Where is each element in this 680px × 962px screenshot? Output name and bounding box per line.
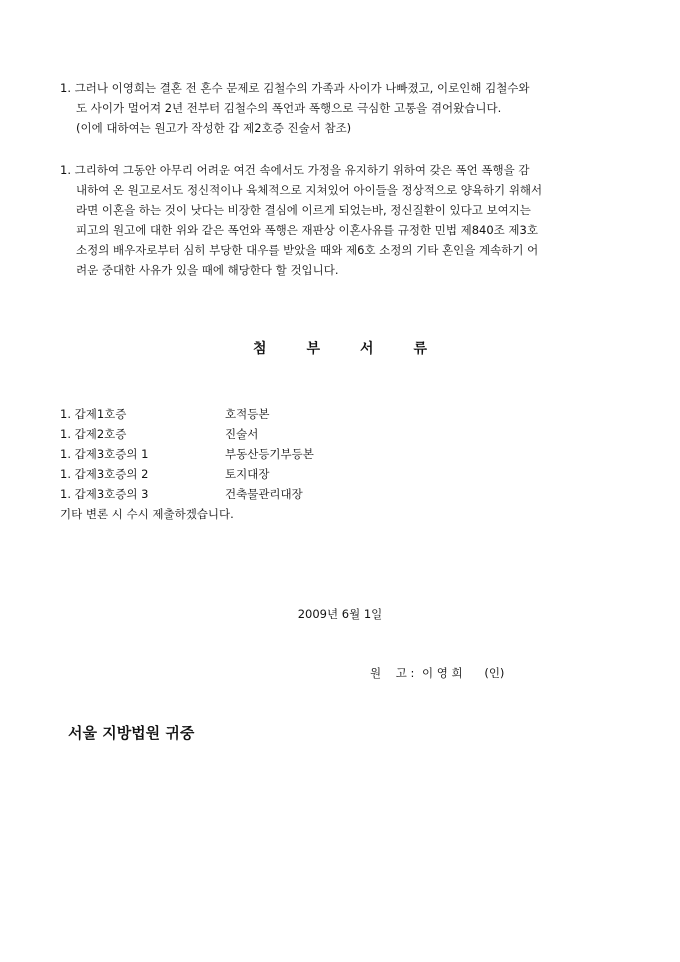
attachments-note-text: 기타 변론 시 수시 제출하겠습니다.	[60, 507, 234, 521]
court-addressee: 서울 지방법원 귀중	[68, 724, 195, 742]
attachments-title-char: 부	[306, 341, 320, 357]
attachment-row	[60, 444, 314, 464]
paragraph-1	[60, 78, 626, 138]
attachments-title	[0, 338, 680, 358]
paragraph-1-line: 1. 그러나 이영희는 결혼 전 혼수 문제로 김철수의 가족과 사이가 나빠졌고, 이로인해 김철수와	[60, 81, 530, 95]
document-name: 토지대장	[225, 467, 270, 481]
document-name: 진술서	[225, 427, 259, 441]
seal-mark: (인)	[484, 666, 505, 680]
paragraph-2	[60, 160, 626, 280]
plaintiff-label: 원 고 :	[370, 666, 415, 680]
attachments-note	[60, 504, 314, 524]
paragraph-2-line: 려운 중대한 사유가 있을 때에 해당한다 할 것입니다.	[76, 263, 339, 277]
attachment-row	[60, 484, 314, 504]
paragraph-2-line: 1. 그리하여 그동안 아무리 어려운 여건 속에서도 가정을 유지하기 위하여 갖은 폭언 폭행을 감	[60, 163, 530, 177]
document-date: 2009년 6월 1일	[297, 607, 383, 621]
plaintiff-name: 이 영 희	[422, 666, 463, 680]
attachments-title-char: 서	[360, 341, 374, 357]
evidence-number: 1. 갑제1호증	[60, 407, 127, 421]
paragraph-2-line: 피고의 원고에 대한 위와 같은 폭언와 폭행은 재판상 이혼사유를 규정한 민법 제840조 제3호	[76, 223, 538, 237]
attachments-title-char: 첨	[252, 341, 267, 357]
evidence-number: 1. 갑제3호증의 1	[60, 447, 149, 461]
paragraph-1-line: (이에 대하여는 원고가 작성한 갑 제2호증 진술서 참조)	[76, 121, 352, 135]
paragraph-1-line: 도 사이가 멀어져 2년 전부터 김철수의 폭언과 폭행으로 극심한 고통을 겪어왔습니다.	[76, 101, 502, 115]
attachment-row	[60, 464, 314, 484]
signature-line	[370, 665, 504, 681]
attachments-title-char: 류	[413, 341, 428, 357]
document-name: 부동산등기부등본	[225, 447, 314, 461]
evidence-number: 1. 갑제3호증의 3	[60, 487, 149, 501]
paragraph-2-line: 소정의 배우자로부터 심히 부당한 대우를 받았을 때와 제6호 소정의 기타 혼인을 계속하기 어	[76, 243, 539, 257]
evidence-number: 1. 갑제2호증	[60, 427, 127, 441]
document-name: 건축물관리대장	[225, 487, 303, 501]
attachments-list	[60, 404, 314, 524]
attachment-row	[60, 424, 314, 444]
attachment-row	[60, 404, 314, 424]
evidence-number: 1. 갑제3호증의 2	[60, 467, 149, 481]
document-name: 호적등본	[225, 407, 270, 421]
paragraph-2-line: 라면 이혼을 하는 것이 낫다는 비장한 결심에 이르게 되었는바, 정신질환이 있다고 보여지는	[76, 203, 531, 217]
paragraph-2-line: 내하여 온 원고로서도 정신적이나 육체적으로 지쳐있어 아이들을 정상적으로 양육하기 위해서	[76, 183, 543, 197]
